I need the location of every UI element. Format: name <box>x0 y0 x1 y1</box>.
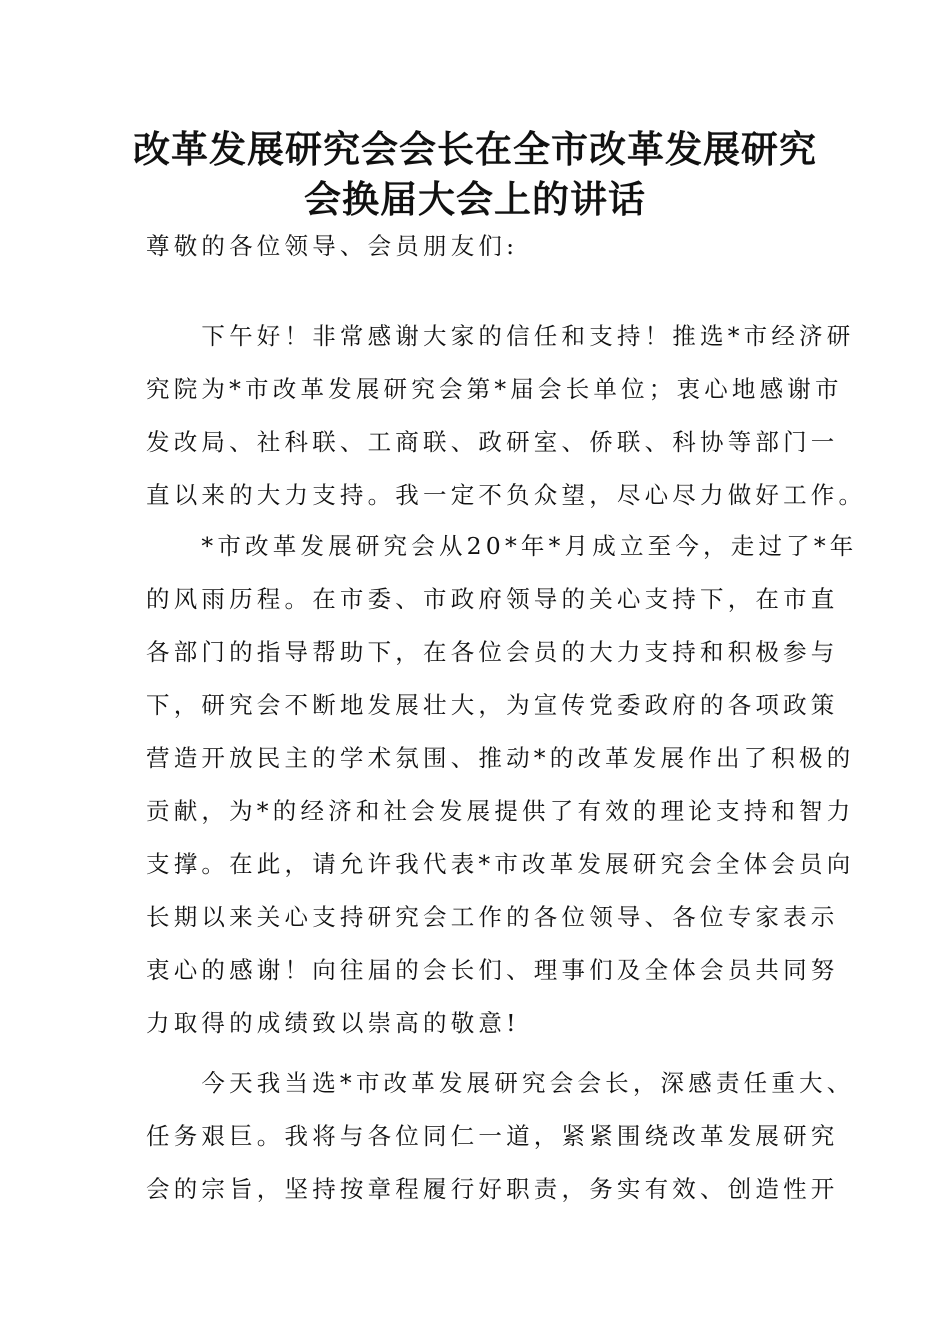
paragraph-2-line-7: 支撑。在此，请允许我代表*市改革发展研究会全体会员向 <box>146 850 855 878</box>
paragraph-1-line-3: 发改局、社科联、工商联、政研室、侨联、科协等部门一 <box>146 428 839 456</box>
paragraph-2-line-4: 下，研究会不断地发展壮大，为宣传党委政府的各项政策 <box>146 691 839 719</box>
paragraph-2-line-5: 营造开放民主的学术氛围、推动*的改革发展作出了积极的 <box>146 744 855 772</box>
paragraph-1-line-1: 下午好！非常感谢大家的信任和支持！推选*市经济研 <box>146 322 855 350</box>
paragraph-2-line-2: 的风雨历程。在市委、市政府领导的关心支持下，在市直 <box>146 585 839 613</box>
paragraph-3-line-3: 会的宗旨，坚持按章程履行好职责，务实有效、创造性开 <box>146 1175 839 1203</box>
document-title-line-2: 会换届大会上的讲话 <box>304 177 646 221</box>
salutation: 尊敬的各位领导、会员朋友们: <box>146 232 519 260</box>
paragraph-2-line-3: 各部门的指导帮助下，在各位会员的大力支持和积极参与 <box>146 638 839 666</box>
paragraph-2-line-10: 力取得的成绩致以崇高的敬意! <box>146 1009 520 1037</box>
paragraph-3-line-1: 今天我当选*市改革发展研究会会长，深感责任重大、 <box>146 1069 855 1097</box>
document-title-line-1: 改革发展研究会会长在全市改革发展研究 <box>133 127 817 171</box>
paragraph-3-line-2: 任务艰巨。我将与各位同仁一道，紧紧围绕改革发展研究 <box>146 1122 839 1150</box>
paragraph-2-line-1: *市改革发展研究会从20*年*月成立至今，走过了*年 <box>146 532 858 560</box>
paragraph-1-line-4: 直以来的大力支持。我一定不负众望，尽心尽力做好工作。 <box>146 481 867 509</box>
paragraph-1-line-2: 究院为*市改革发展研究会第*届会长单位；衷心地感谢市 <box>146 375 843 403</box>
paragraph-2-line-6: 贡献，为*的经济和社会发展提供了有效的理论支持和智力 <box>146 797 855 825</box>
paragraph-2-line-9: 衷心的感谢！向往届的会长们、理事们及全体会员共同努 <box>146 956 839 984</box>
paragraph-2-line-8: 长期以来关心支持研究会工作的各位领导、各位专家表示 <box>146 903 839 931</box>
